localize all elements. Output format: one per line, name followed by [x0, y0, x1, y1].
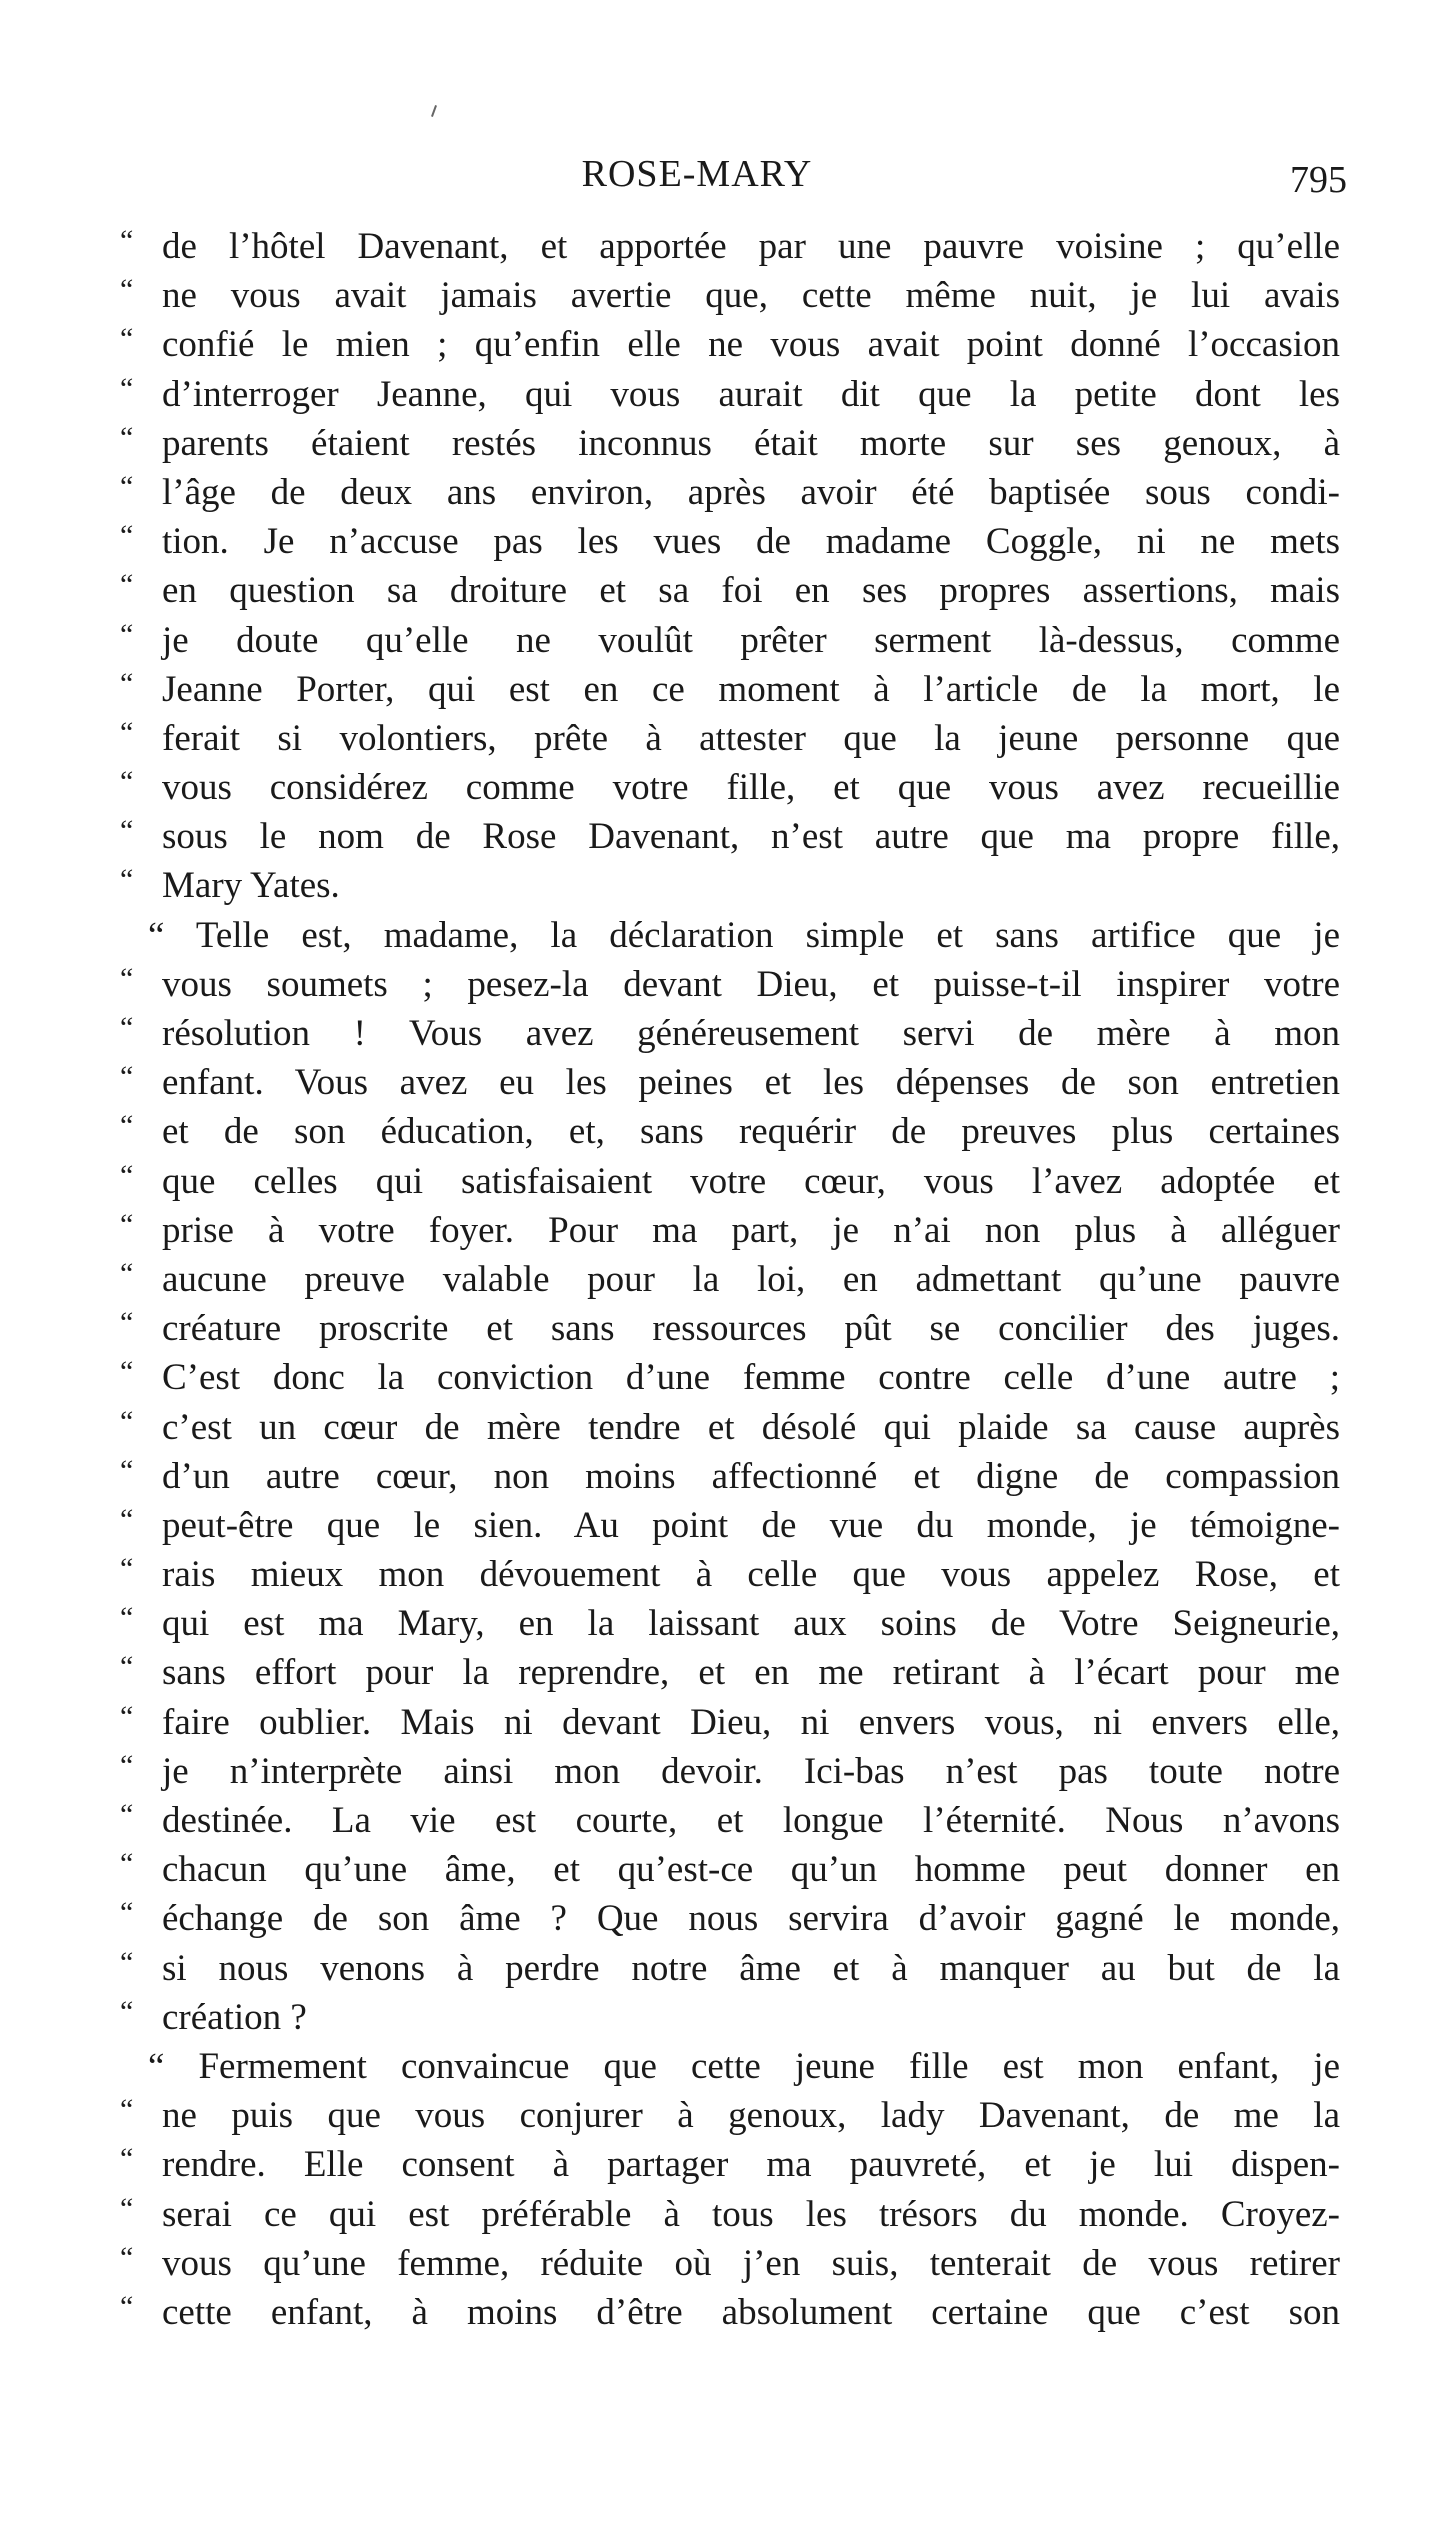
- line-text: tion. Je n’accuse pas les vues de madame Coggle, ni ne mets: [162, 521, 1340, 563]
- quote-mark: “: [120, 765, 134, 799]
- line-text: “ Fermement convaincue que cette jeune fille est mon enfant, je: [148, 2045, 1340, 2087]
- text-line: [120, 1648, 1340, 1697]
- line-text: rendre. Elle consent à partager ma pauvreté, et je lui dispen-: [162, 2144, 1340, 2186]
- text-line: [120, 271, 1340, 320]
- line-text: rais mieux mon dévouement à celle que vous appelez Rose, et: [162, 1554, 1340, 1596]
- text-line: [120, 2239, 1340, 2288]
- text-line: [120, 1157, 1340, 1206]
- quote-mark: “: [120, 2142, 134, 2176]
- line-text: parents étaient restés inconnus était morte sur ses genoux, à: [162, 422, 1340, 464]
- text-line: [120, 1698, 1340, 1747]
- quote-mark: “: [120, 1896, 134, 1930]
- line-text: Jeanne Porter, qui est en ce moment à l’article de la mort, le: [162, 668, 1340, 710]
- text-line: [120, 1403, 1340, 1452]
- quote-mark: “: [120, 1798, 134, 1831]
- line-text: résolution ! Vous avez généreusement servi de mère à mon: [162, 1013, 1340, 1054]
- line-text: faire oublier. Mais ni devant Dieu, ni envers vous, ni envers elle,: [162, 1701, 1340, 1743]
- line-text: d’un autre cœur, non moins affectionné et digne de compassion: [162, 1455, 1340, 1497]
- text-line: [120, 1206, 1340, 1255]
- quote-mark: “: [120, 2240, 134, 2274]
- text-line: [120, 1255, 1340, 1304]
- quote-mark: “: [120, 371, 134, 405]
- quote-mark: “: [120, 1158, 134, 1192]
- line-text: ferait si volontiers, prête à attester que la jeune personne que: [162, 717, 1340, 759]
- text-line: [120, 763, 1340, 812]
- text-line: [120, 1944, 1340, 1993]
- line-text: cette enfant, à moins d’être absolument certaine que c’est son: [162, 2291, 1340, 2333]
- line-text: sans effort pour la reprendre, et en me retirant à l’écart pour me: [162, 1652, 1340, 1694]
- quote-mark: “: [120, 273, 134, 307]
- text-line: [120, 1599, 1340, 1648]
- quote-mark: “: [120, 1256, 134, 1290]
- stray-mark: [431, 105, 437, 117]
- line-text: prise à votre foyer. Pour ma part, je n’ai non plus à alléguer: [162, 1209, 1340, 1251]
- line-text: c’est un cœur de mère tendre et désolé qui plaide sa cause auprès: [162, 1406, 1340, 1448]
- line-text: création ?: [162, 1996, 307, 2038]
- line-text: peut-être que le sien. Au point de vue du monde, je témoigne-: [162, 1504, 1340, 1546]
- line-text: confié le mien ; qu’enfin elle ne vous avait point donné l’occasion: [162, 324, 1340, 366]
- text-line: [120, 1796, 1340, 1845]
- line-text: enfant. Vous avez eu les peines et les dépenses de son entretien: [162, 1062, 1340, 1104]
- text-line: [120, 2091, 1340, 2140]
- quote-mark: “: [120, 469, 134, 503]
- quote-mark: “: [120, 617, 134, 651]
- quote-mark: “: [120, 961, 134, 995]
- text-line: [120, 1550, 1340, 1599]
- text-line: [120, 911, 1340, 960]
- quote-mark: “: [120, 1207, 134, 1241]
- quote-mark: “: [120, 1109, 134, 1143]
- quote-mark: “: [120, 1453, 134, 1487]
- line-text: destinée. La vie est courte, et longue l’éternité. Nous n’avons: [162, 1800, 1340, 1841]
- text-line: [120, 2190, 1340, 2239]
- line-text: ne vous avait jamais avertie que, cette même nuit, je lui avais: [162, 275, 1340, 317]
- quote-mark: “: [120, 2093, 134, 2127]
- text-line: [120, 566, 1340, 615]
- line-text: sous le nom de Rose Davenant, n’est autre que ma propre fille,: [162, 816, 1340, 858]
- line-text: C’est donc la conviction d’une femme contre celle d’une autre ;: [162, 1357, 1340, 1399]
- text-line: [120, 517, 1340, 566]
- line-text: aucune preuve valable pour la loi, en admettant qu’une pauvre: [162, 1258, 1340, 1300]
- text-line: [120, 1058, 1340, 1107]
- body-text: [120, 222, 1340, 2337]
- quote-mark: “: [120, 715, 134, 749]
- text-line: [120, 812, 1340, 861]
- quote-mark: “: [120, 2191, 134, 2225]
- quote-mark: “: [120, 322, 134, 356]
- text-line: [120, 222, 1340, 271]
- text-line: [120, 370, 1340, 419]
- line-text: si nous venons à perdre notre âme et à manquer au but de la: [162, 1947, 1340, 1989]
- text-line: [120, 861, 1340, 910]
- quote-mark: “: [120, 1552, 134, 1586]
- quote-mark: “: [120, 1748, 134, 1782]
- text-line: [120, 419, 1340, 468]
- text-line: [120, 714, 1340, 763]
- quote-mark: “: [120, 1945, 134, 1979]
- quote-mark: “: [120, 2289, 134, 2323]
- running-title: ROSE-MARY: [581, 153, 813, 195]
- line-text: échange de son âme ? Que nous servira d’avoir gagné le monde,: [162, 1898, 1340, 1940]
- quote-mark: “: [120, 420, 134, 454]
- line-text: vous considérez comme votre fille, et que vous avez recueillie: [162, 767, 1340, 809]
- text-line: [120, 1353, 1340, 1402]
- quote-mark: “: [120, 519, 134, 553]
- text-line: [120, 1845, 1340, 1894]
- line-text: d’interroger Jeanne, qui vous aurait dit que la petite dont les: [162, 373, 1340, 415]
- text-line: [120, 2140, 1340, 2189]
- text-line: [120, 1452, 1340, 1501]
- quote-mark: “: [120, 1404, 134, 1438]
- line-text: en question sa droiture et sa foi en ses propres assertions, mais: [162, 570, 1340, 612]
- quote-mark: “: [120, 1306, 134, 1340]
- line-text: je doute qu’elle ne voulût prêter serment là-dessus, comme: [162, 619, 1340, 661]
- quote-mark: “: [120, 1699, 134, 1733]
- text-line: [120, 665, 1340, 714]
- text-line: [120, 1304, 1340, 1353]
- quote-mark: “: [120, 1355, 134, 1389]
- quote-mark: “: [120, 1011, 134, 1044]
- quote-mark: “: [120, 666, 134, 700]
- quote-mark: “: [120, 1847, 134, 1881]
- quote-mark: “: [120, 568, 134, 602]
- quote-mark: “: [120, 224, 134, 257]
- quote-mark: “: [120, 863, 134, 897]
- line-text: vous qu’une femme, réduite où j’en suis, tenterait de vous retirer: [162, 2242, 1340, 2284]
- line-text: de l’hôtel Davenant, et apportée par une pauvre voisine ; qu’elle: [162, 226, 1340, 267]
- text-line: [120, 1894, 1340, 1943]
- quote-mark: “: [120, 1650, 134, 1684]
- text-line: [120, 468, 1340, 517]
- line-text: vous soumets ; pesez-la devant Dieu, et puisse-t-il inspirer votre: [162, 963, 1340, 1005]
- line-text: Mary Yates.: [162, 865, 340, 907]
- line-text: serai ce qui est préférable à tous les trésors du monde. Croyez-: [162, 2193, 1340, 2235]
- line-text: l’âge de deux ans environ, après avoir été baptisée sous condi-: [162, 471, 1340, 513]
- line-text: qui est ma Mary, en la laissant aux soins de Votre Seigneurie,: [162, 1603, 1340, 1645]
- text-line: [120, 960, 1340, 1009]
- text-line: [120, 2288, 1340, 2337]
- text-line: [120, 1009, 1340, 1058]
- text-line: [120, 1107, 1340, 1156]
- text-line: [120, 320, 1340, 369]
- line-text: “ Telle est, madame, la déclaration simple et sans artifice que je: [148, 914, 1340, 956]
- text-line: [120, 2042, 1340, 2091]
- text-line: [120, 1747, 1340, 1796]
- line-text: créature proscrite et sans ressources pût se concilier des juges.: [162, 1308, 1340, 1350]
- line-text: chacun qu’une âme, et qu’est-ce qu’un homme peut donner en: [162, 1849, 1340, 1891]
- page-number: 795: [1290, 159, 1347, 201]
- text-line: [120, 1993, 1340, 2042]
- quote-mark: “: [120, 814, 134, 848]
- quote-mark: “: [120, 1060, 134, 1094]
- quote-mark: “: [120, 1502, 134, 1536]
- line-text: je n’interprète ainsi mon devoir. Ici-bas n’est pas toute notre: [162, 1750, 1340, 1792]
- quote-mark: “: [120, 1601, 134, 1635]
- line-text: que celles qui satisfaisaient votre cœur, vous l’avez adoptée et: [162, 1160, 1340, 1202]
- text-line: [120, 616, 1340, 665]
- line-text: ne puis que vous conjurer à genoux, lady Davenant, de me la: [162, 2095, 1340, 2137]
- quote-mark: “: [120, 1994, 134, 2028]
- text-line: [120, 1501, 1340, 1550]
- line-text: et de son éducation, et, sans requérir de preuves plus certaines: [162, 1111, 1340, 1153]
